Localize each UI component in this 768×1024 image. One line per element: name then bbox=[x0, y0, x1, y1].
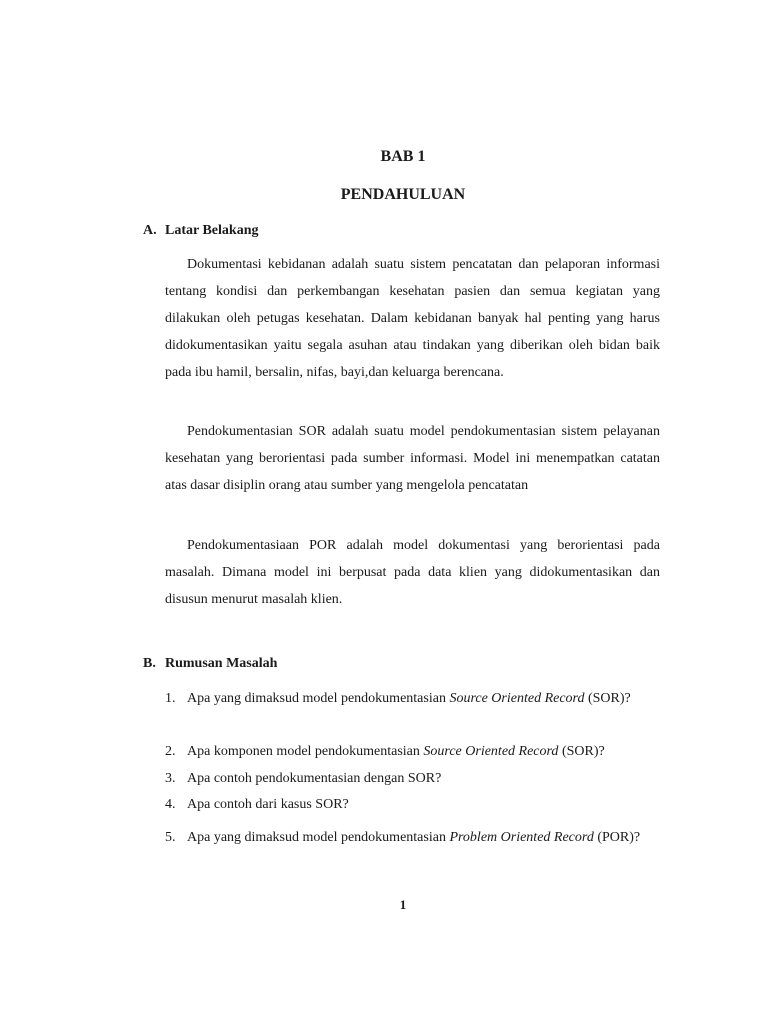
list-item-text bbox=[187, 825, 660, 851]
list-item-number: 2. bbox=[165, 744, 176, 759]
list-item-text: Apa contoh pendokumentasian dengan SOR? bbox=[187, 771, 442, 786]
list-item-text-part: (SOR)? bbox=[584, 691, 631, 706]
list-item-text: Apa contoh dari kasus SOR? bbox=[187, 797, 349, 812]
page-number: 1 bbox=[399, 897, 407, 912]
list-item-number: 5. bbox=[165, 830, 176, 845]
list-item-number: 4. bbox=[165, 797, 176, 812]
list-item-text-part: Apa yang dimaksud model pendokumentasian bbox=[187, 830, 450, 845]
chapter-number: BAB 1 bbox=[380, 148, 426, 165]
list-item-text-part: (POR)? bbox=[593, 830, 641, 845]
section-b-letter: B. bbox=[143, 656, 156, 671]
list-item-text-part: (SOR)? bbox=[558, 744, 605, 759]
paragraph-sor: Pendokumentasian SOR adalah suatu model pendokumentasian sistem pelayanan kesehatan yang berorientasi pada sumber informasi. Model ini menempatkan catatan atas dasar disiplin orang atau sumber yang mengelola pencatatan bbox=[165, 424, 660, 493]
chapter-title: PENDAHULUAN bbox=[340, 186, 466, 203]
list-item-text bbox=[187, 686, 660, 712]
list-item bbox=[165, 739, 660, 765]
list-item-emphasis: Source Oriented Record bbox=[423, 744, 559, 759]
paragraph-por: Pendokumentasiaan POR adalah model dokumentasi yang berorientasi pada masalah. Dimana model ini berpusat pada data klien yang didokumentasikan dan disusun menurut masalah klien. bbox=[165, 538, 660, 607]
list-item-text-part: Apa yang dimaksud model pendokumentasian bbox=[187, 691, 450, 706]
section-a-letter: A. bbox=[143, 223, 157, 238]
list-item bbox=[165, 825, 660, 851]
paragraph-dokumentasi-kebidanan: Dokumentasi kebidanan adalah suatu sistem pencatatan dan pelaporan informasi tentang kondisi dan perkembangan kesehatan pasien dan semua kegiatan yang dilakukan oleh petugas kesehatan. Dalam kebidanan banyak hal penting yang harus didokumentasikan yaitu segala asuhan atau tindakan yang diberikan oleh bidan baik pada ibu hamil, bersalin, nifas, bayi,dan keluarga berencana. bbox=[165, 257, 660, 380]
list-item-text-part: Apa komponen model pendokumentasian bbox=[187, 744, 424, 759]
section-a-heading bbox=[143, 223, 258, 239]
list-item-emphasis: Problem Oriented Record bbox=[449, 830, 594, 845]
section-a-title: Latar Belakang bbox=[165, 223, 259, 238]
list-item bbox=[165, 686, 660, 712]
list-item bbox=[165, 792, 660, 818]
section-b-title: Rumusan Masalah bbox=[165, 656, 278, 671]
list-item-text bbox=[187, 739, 660, 765]
list-item-emphasis: Source Oriented Record bbox=[449, 691, 585, 706]
list-item bbox=[165, 766, 660, 792]
list-item-number: 3. bbox=[165, 771, 176, 786]
section-b-heading bbox=[143, 656, 277, 672]
list-item-number: 1. bbox=[165, 691, 176, 706]
